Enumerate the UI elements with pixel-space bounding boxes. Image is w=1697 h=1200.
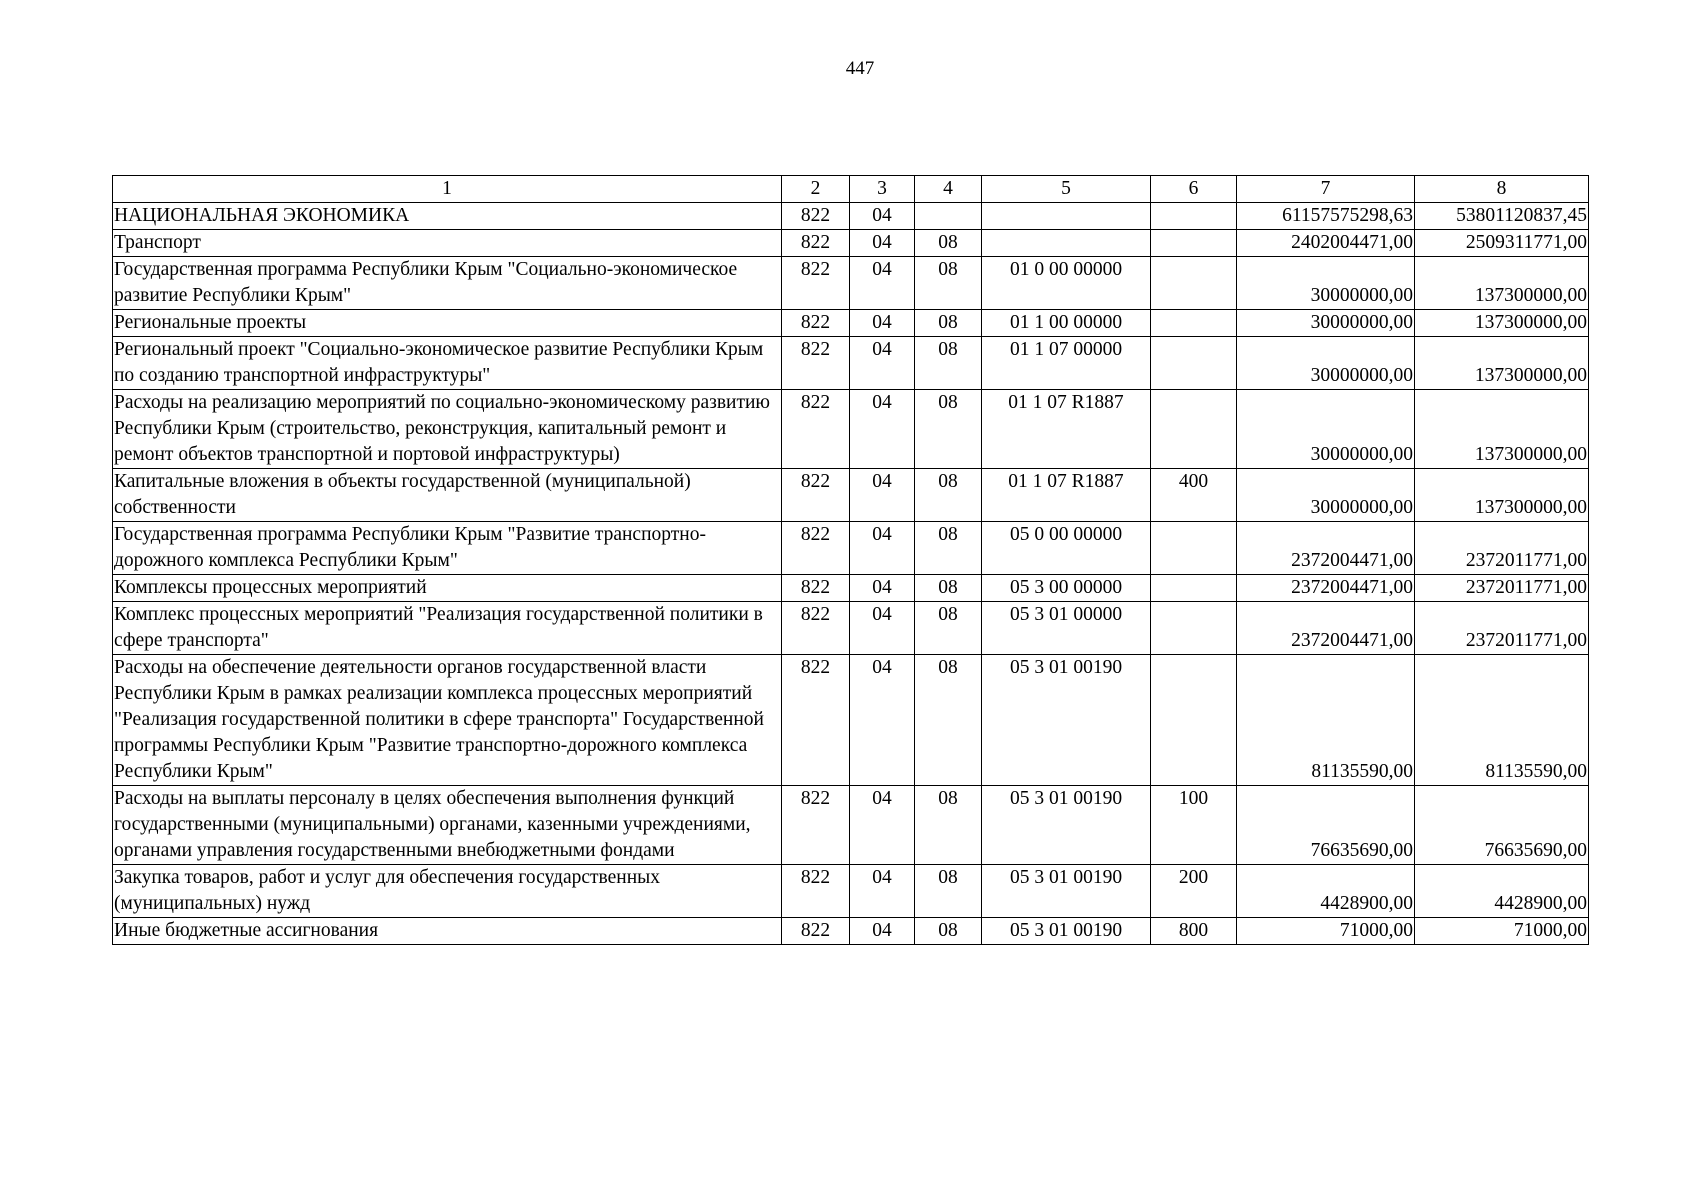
row-name: Региональный проект "Социально-экономическое развитие Республики Крым по созданию транспортной инфраструктуры"	[113, 337, 782, 390]
row-col-8: 53801120837,45	[1415, 203, 1589, 230]
row-col-6: 800	[1151, 918, 1237, 945]
row-col-7: 2372004471,00	[1237, 522, 1415, 575]
row-col-4: 08	[915, 522, 982, 575]
row-col-4: 08	[915, 337, 982, 390]
row-col-5: 01 1 07 R1887	[982, 469, 1151, 522]
header-cell-3: 3	[850, 176, 915, 203]
row-col-2: 822	[782, 469, 850, 522]
row-col-6: 100	[1151, 786, 1237, 865]
header-cell-8: 8	[1415, 176, 1589, 203]
row-col-2: 822	[782, 918, 850, 945]
row-col-3: 04	[850, 390, 915, 469]
row-col-2: 822	[782, 310, 850, 337]
row-col-8: 137300000,00	[1415, 257, 1589, 310]
header-cell-6: 6	[1151, 176, 1237, 203]
row-col-3: 04	[850, 203, 915, 230]
table-row	[113, 865, 1589, 918]
row-name: Иные бюджетные ассигнования	[113, 918, 782, 945]
row-col-3: 04	[850, 469, 915, 522]
row-col-8: 76635690,00	[1415, 786, 1589, 865]
row-col-4: 08	[915, 918, 982, 945]
row-col-5: 05 3 01 00190	[982, 655, 1151, 786]
row-col-7: 2372004471,00	[1237, 575, 1415, 602]
row-col-2: 822	[782, 602, 850, 655]
row-col-5: 05 3 00 00000	[982, 575, 1151, 602]
row-col-4	[915, 203, 982, 230]
row-name: Государственная программа Республики Крым "Развитие транспортно-дорожного комплекса Республики Крым"	[113, 522, 782, 575]
row-col-4: 08	[915, 575, 982, 602]
row-col-3: 04	[850, 310, 915, 337]
row-col-6	[1151, 230, 1237, 257]
table-row	[113, 786, 1589, 865]
row-col-8: 137300000,00	[1415, 310, 1589, 337]
row-name: Расходы на обеспечение деятельности органов государственной власти Республики Крым в рамках реализации комплекса процессных мероприятий "Реализация государственной политики в сфере транспорта" Государственной программы Республики Крым "Развитие транспортно-дорожного комплекса Республики Крым"	[113, 655, 782, 786]
row-col-7: 30000000,00	[1237, 337, 1415, 390]
row-col-3: 04	[850, 257, 915, 310]
row-col-2: 822	[782, 786, 850, 865]
row-name: Транспорт	[113, 230, 782, 257]
table-row	[113, 337, 1589, 390]
row-col-8: 137300000,00	[1415, 469, 1589, 522]
row-col-3: 04	[850, 786, 915, 865]
row-col-5	[982, 203, 1151, 230]
row-col-7: 76635690,00	[1237, 786, 1415, 865]
row-col-6: 200	[1151, 865, 1237, 918]
row-col-2: 822	[782, 257, 850, 310]
row-col-3: 04	[850, 230, 915, 257]
row-col-8: 2372011771,00	[1415, 575, 1589, 602]
table-row	[113, 257, 1589, 310]
row-col-2: 822	[782, 230, 850, 257]
row-name: Капитальные вложения в объекты государственной (муниципальной) собственности	[113, 469, 782, 522]
row-col-4: 08	[915, 655, 982, 786]
row-col-2: 822	[782, 865, 850, 918]
row-col-5: 05 3 01 00190	[982, 865, 1151, 918]
row-name: Региональные проекты	[113, 310, 782, 337]
table-row	[113, 203, 1589, 230]
row-col-6	[1151, 203, 1237, 230]
header-row	[113, 176, 1589, 203]
row-col-5: 01 0 00 00000	[982, 257, 1151, 310]
row-col-5: 05 3 01 00190	[982, 786, 1151, 865]
page-number: 447	[845, 58, 875, 79]
row-col-7: 30000000,00	[1237, 257, 1415, 310]
row-col-8: 137300000,00	[1415, 390, 1589, 469]
row-col-8: 2372011771,00	[1415, 602, 1589, 655]
row-col-8: 137300000,00	[1415, 337, 1589, 390]
row-col-3: 04	[850, 655, 915, 786]
table-row	[113, 655, 1589, 786]
row-col-6	[1151, 602, 1237, 655]
row-col-4: 08	[915, 865, 982, 918]
row-col-6: 400	[1151, 469, 1237, 522]
row-col-8: 81135590,00	[1415, 655, 1589, 786]
row-col-3: 04	[850, 918, 915, 945]
row-col-3: 04	[850, 575, 915, 602]
table-row	[113, 310, 1589, 337]
row-name: Комплекс процессных мероприятий "Реализация государственной политики в сфере транспорта"	[113, 602, 782, 655]
row-col-4: 08	[915, 602, 982, 655]
row-col-7: 30000000,00	[1237, 310, 1415, 337]
row-col-6	[1151, 257, 1237, 310]
row-col-2: 822	[782, 203, 850, 230]
row-col-5: 01 1 07 00000	[982, 337, 1151, 390]
row-col-5: 05 0 00 00000	[982, 522, 1151, 575]
row-col-8: 2509311771,00	[1415, 230, 1589, 257]
table-row	[113, 522, 1589, 575]
row-col-2: 822	[782, 522, 850, 575]
header-cell-1: 1	[113, 176, 782, 203]
row-col-8: 71000,00	[1415, 918, 1589, 945]
row-col-5: 05 3 01 00190	[982, 918, 1151, 945]
row-col-6	[1151, 310, 1237, 337]
row-col-5: 01 1 07 R1887	[982, 390, 1151, 469]
row-name: Закупка товаров, работ и услуг для обеспечения государственных (муниципальных) нужд	[113, 865, 782, 918]
row-col-7: 4428900,00	[1237, 865, 1415, 918]
header-cell-7: 7	[1237, 176, 1415, 203]
header-cell-5: 5	[982, 176, 1151, 203]
row-name: Расходы на реализацию мероприятий по социально-экономическому развитию Республики Крым (строительство, реконструкция, капитальный ремонт и ремонт объектов транспортной и портовой инфраструктуры)	[113, 390, 782, 469]
row-col-3: 04	[850, 522, 915, 575]
row-col-4: 08	[915, 310, 982, 337]
row-name: Расходы на выплаты персоналу в целях обеспечения выполнения функций государственными (муниципальными) органами, казенными учреждениями, органами управления государственными внебюджетными фондами	[113, 786, 782, 865]
row-col-6	[1151, 337, 1237, 390]
row-col-3: 04	[850, 865, 915, 918]
row-col-7: 30000000,00	[1237, 390, 1415, 469]
row-col-7: 61157575298,63	[1237, 203, 1415, 230]
table-row	[113, 469, 1589, 522]
row-col-6	[1151, 390, 1237, 469]
row-col-6	[1151, 522, 1237, 575]
row-col-7: 30000000,00	[1237, 469, 1415, 522]
table-row	[113, 390, 1589, 469]
row-col-5	[982, 230, 1151, 257]
row-col-2: 822	[782, 655, 850, 786]
row-name: Комплексы процессных мероприятий	[113, 575, 782, 602]
row-col-4: 08	[915, 390, 982, 469]
row-col-5: 05 3 01 00000	[982, 602, 1151, 655]
row-name: НАЦИОНАЛЬНАЯ ЭКОНОМИКА	[113, 203, 782, 230]
row-col-2: 822	[782, 575, 850, 602]
row-col-4: 08	[915, 230, 982, 257]
row-col-4: 08	[915, 786, 982, 865]
row-col-3: 04	[850, 337, 915, 390]
row-col-5: 01 1 00 00000	[982, 310, 1151, 337]
row-col-6	[1151, 655, 1237, 786]
row-col-2: 822	[782, 337, 850, 390]
row-col-2: 822	[782, 390, 850, 469]
row-col-8: 2372011771,00	[1415, 522, 1589, 575]
table-row	[113, 575, 1589, 602]
row-col-7: 2402004471,00	[1237, 230, 1415, 257]
header-cell-4: 4	[915, 176, 982, 203]
header-cell-2: 2	[782, 176, 850, 203]
row-col-3: 04	[850, 602, 915, 655]
row-col-4: 08	[915, 257, 982, 310]
row-col-6	[1151, 575, 1237, 602]
row-col-7: 81135590,00	[1237, 655, 1415, 786]
row-col-7: 71000,00	[1237, 918, 1415, 945]
row-col-7: 2372004471,00	[1237, 602, 1415, 655]
row-col-8: 4428900,00	[1415, 865, 1589, 918]
row-name: Государственная программа Республики Крым "Социально-экономическое развитие Республики Крым"	[113, 257, 782, 310]
table-row	[113, 602, 1589, 655]
table-row	[113, 918, 1589, 945]
table-row	[113, 230, 1589, 257]
row-col-4: 08	[915, 469, 982, 522]
budget-table	[112, 175, 1589, 945]
